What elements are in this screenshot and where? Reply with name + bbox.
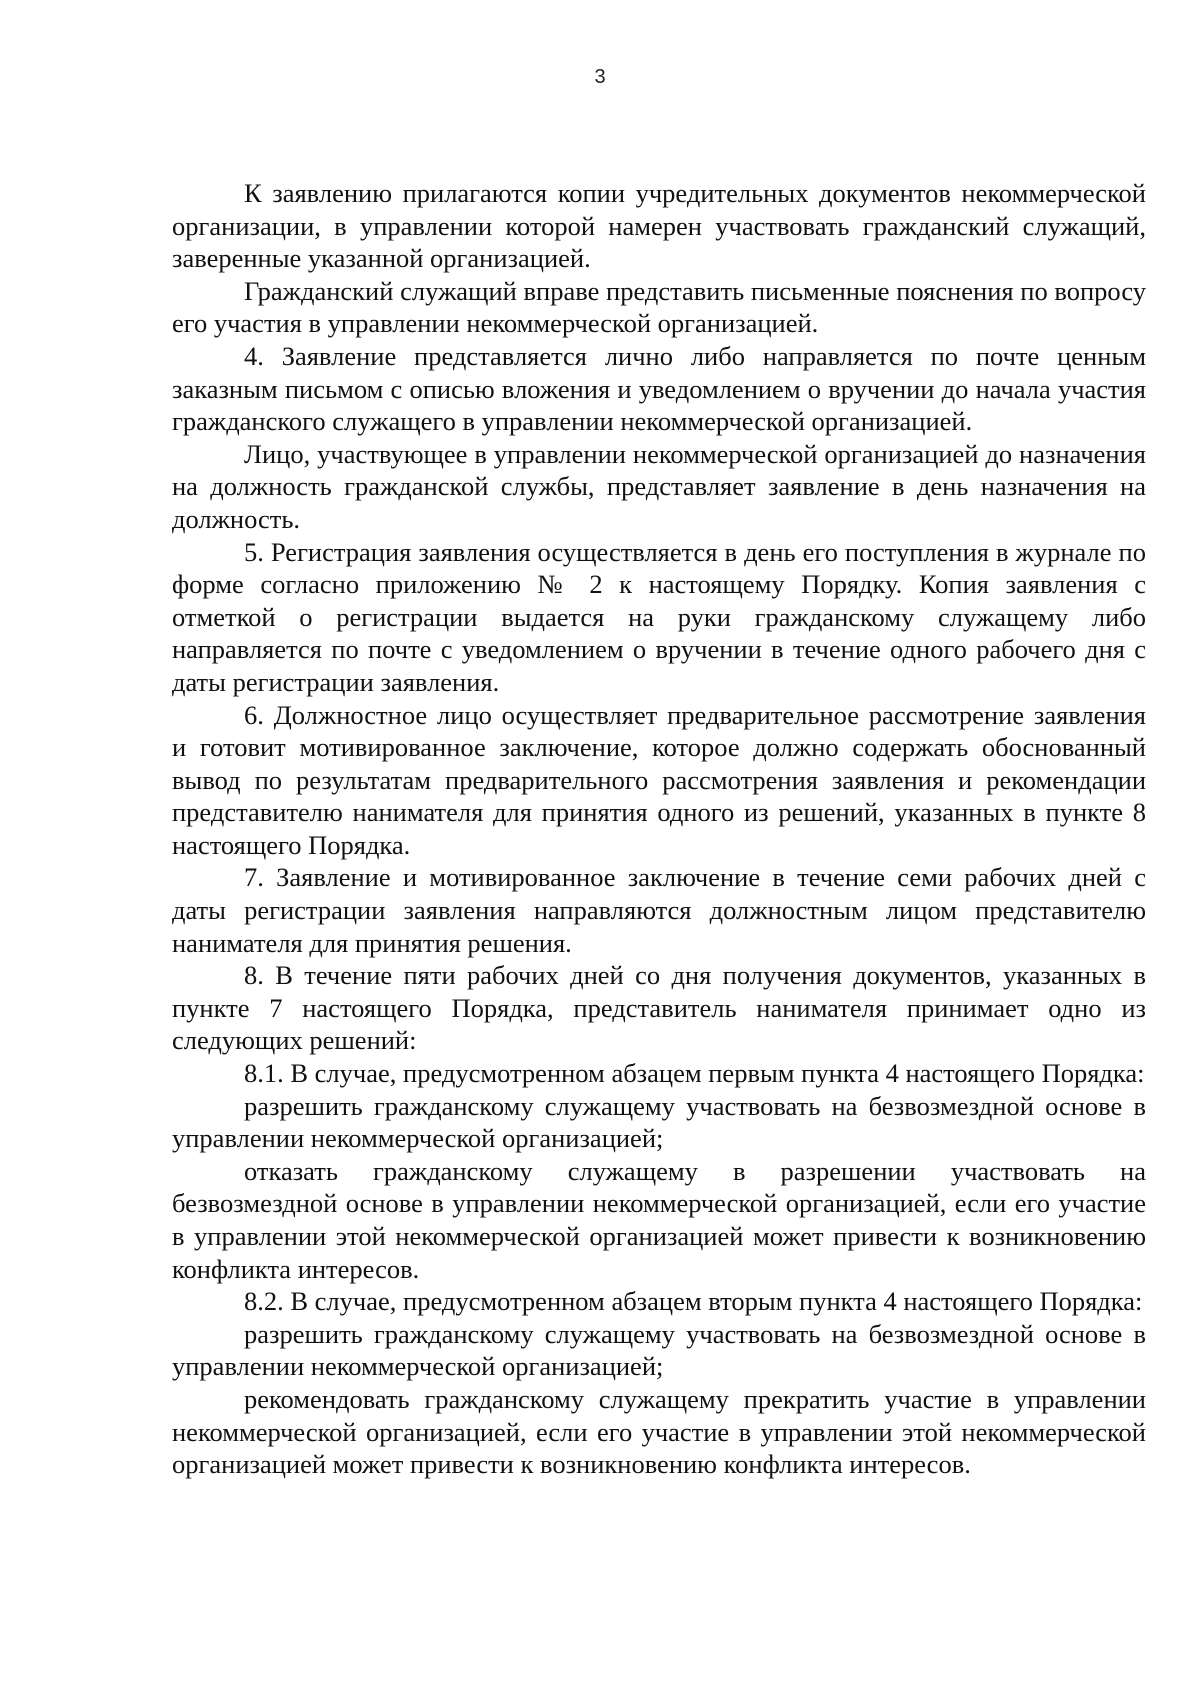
paragraph-item-5: 5. Регистрация заявления осуществляется в день его поступления в журнале по форме согласно приложению № 2 к настоящему Порядку. Копия заявления с отметкой о регистрации выдается на руки гражданскому служащему либо направляется по почте с уведомлением о вручении в течение одного рабочего дня с даты регистрации заявления.: [172, 536, 1146, 697]
paragraph-item-8-2: 8.2. В случае, предусмотренном абзацем вторым пункта 4 настоящего Порядка:: [244, 1286, 1143, 1317]
paragraph-item-6: 6. Должностное лицо осуществляет предварительное рассмотрение заявления и готовит мотивированное заключение, которое должно содержать обоснованный вывод по результатам предварительного рассмотрения заявления и рекомендации представителю нанимателя для принятия одного из решений, указанных в пункте 8 настоящего Порядка.: [172, 699, 1146, 860]
paragraph-item-8-1-permit: разрешить гражданскому служащему участвовать на безвозмездной основе в управлении некоммерческой организацией;: [172, 1090, 1146, 1154]
paragraph-item-8-2-recommend: рекомендовать гражданскому служащему прекратить участие в управлении некоммерческой организацией, если его участие в управлении этой некоммерческой организацией может привести к возникновению конфликта интересов.: [172, 1383, 1146, 1480]
paragraph-attachments: К заявлению прилагаются копии учредительных документов некоммерческой организации, в управлении которой намерен участвовать гражданский служащий, заверенные указанной организацией.: [172, 178, 1146, 274]
paragraph-explanations: Гражданский служащий вправе представить письменные пояснения по вопросу его участия в управлении некоммерческой организацией.: [172, 275, 1146, 339]
paragraph-item-4-second: Лицо, участвующее в управлении некоммерческой организацией до назначения на должность гражданской службы, представляет заявление в день назначения на должность.: [172, 438, 1146, 534]
page-number: 3: [594, 66, 606, 88]
paragraph-item-4: 4. Заявление представляется лично либо направляется по почте ценным заказным письмом с описью вложения и уведомлением о вручении до начала участия гражданского служащего в управлении некоммерческой организацией.: [172, 340, 1146, 437]
paragraph-item-8-1: 8.1. В случае, предусмотренном абзацем первым пункта 4 настоящего Порядка:: [244, 1058, 1145, 1089]
paragraph-item-8-2-permit: разрешить гражданскому служащему участвовать на безвозмездной основе в управлении некоммерческой организацией;: [172, 1318, 1146, 1382]
paragraph-item-8-1-refuse: отказать гражданскому служащему в разрешении участвовать на безвозмездной основе в управлении некоммерческой организацией, если его участие в управлении этой некоммерческой организацией может привести к возникновению конфликта интересов.: [172, 1155, 1146, 1284]
paragraph-item-7: 7. Заявление и мотивированное заключение в течение семи рабочих дней с даты регистрации заявления направляются должностным лицом представителю нанимателя для принятия решения.: [172, 862, 1146, 958]
paragraph-item-8: 8. В течение пяти рабочих дней со дня получения документов, указанных в пункте 7 настоящего Порядка, представитель нанимателя принимает одно из следующих решений:: [172, 960, 1146, 1056]
document-body: [172, 177, 1146, 1481]
